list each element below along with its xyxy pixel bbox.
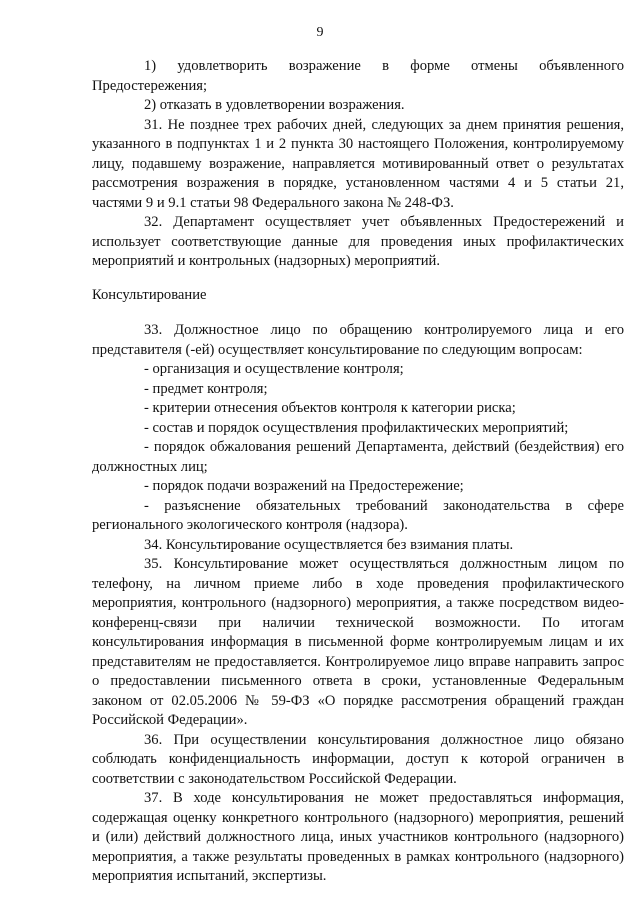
- list-item: - критерии отнесения объектов контроля к категории риска;: [144, 400, 516, 416]
- paragraph-36: 36. При осуществлении консультирования должностное лицо обязано соблюдать конфиденциальность информации, доступ к которой ограничен в соответствии с законодательством Российской Федерации.: [92, 731, 624, 787]
- paragraph-31: 31. Не позднее трех рабочих дней, следующих за днем принятия решения, указанного в подпунктах 1 и 2 пункта 30 настоящего Положения, контролируемому лицу, подавшему возражение, направляется мотивированный ответ о результатах рассмотрения возражения в порядке, установленном частями 4 и 5 статьи 21, частями 9 и 9.1 статьи 98 Федерального закона № 248-ФЗ.: [92, 116, 624, 211]
- list-item: - порядок подачи возражений на Предостережение;: [144, 478, 464, 494]
- paragraph-32: 32. Департамент осуществляет учет объявленных Предостережений и использует соответствующие данные для проведения иных профилактических мероприятий и контрольных (надзорных) мероприятий.: [92, 214, 624, 269]
- list-item: - порядок обжалования решений Департамента, действий (бездействия) его должностных лиц;: [92, 439, 624, 475]
- paragraph-34: 34. Консультирование осуществляется без взимания платы.: [144, 536, 514, 553]
- list-item: - предмет контроля;: [144, 380, 268, 397]
- paragraph-option-2: 2) отказать в удовлетворении возражения.: [144, 97, 405, 113]
- paragraph-37: 37. В ходе консультирования не может предоставляться информация, содержащая оценку конкретного контрольного (надзорного) мероприятия, решений и (или) действий должностного лица, иных участников контрольного (надзорного) мероприятия, а также результаты проведенных в рамках контрольного (надзорного) мероприятия испытаний, экспертизы.: [92, 790, 624, 884]
- paragraph-33: 33. Должностное лицо по обращению контролируемого лица и его представителя (-ей) осуществляет консультирование по следующим вопросам:: [92, 322, 624, 358]
- section-heading: Консультирование: [92, 286, 207, 303]
- list-item: - разъяснение обязательных требований законодательства в сфере регионального экологического контроля (надзора).: [92, 497, 624, 533]
- paragraph-35: 35. Консультирование может осуществляться должностным лицом по телефону, на личном приеме либо в ходе проведения профилактического мероприятия, контрольного (надзорного) мероприятия, а также посредством видео-конференц-связи при наличии технической возможности. По итогам консультирования информация в письменной форме контролируемым лицам и их представителям не предоставляется. Контролируемое лицо вправе направить запрос о предоставлении письменного ответа в сроки, установленные Федеральным законом от 02.05.2006 № 59-ФЗ «О порядке рассмотрения обращений граждан Российской Федерации».: [92, 556, 624, 728]
- list-item: - организация и осуществление контроля;: [144, 361, 404, 377]
- document-body: [92, 57, 624, 887]
- page-number: 9: [316, 25, 324, 40]
- list-item: - состав и порядок осуществления профилактических мероприятий;: [144, 419, 569, 436]
- paragraph-option-1: 1) удовлетворить возражение в форме отмены объявленного Предостережения;: [92, 58, 624, 94]
